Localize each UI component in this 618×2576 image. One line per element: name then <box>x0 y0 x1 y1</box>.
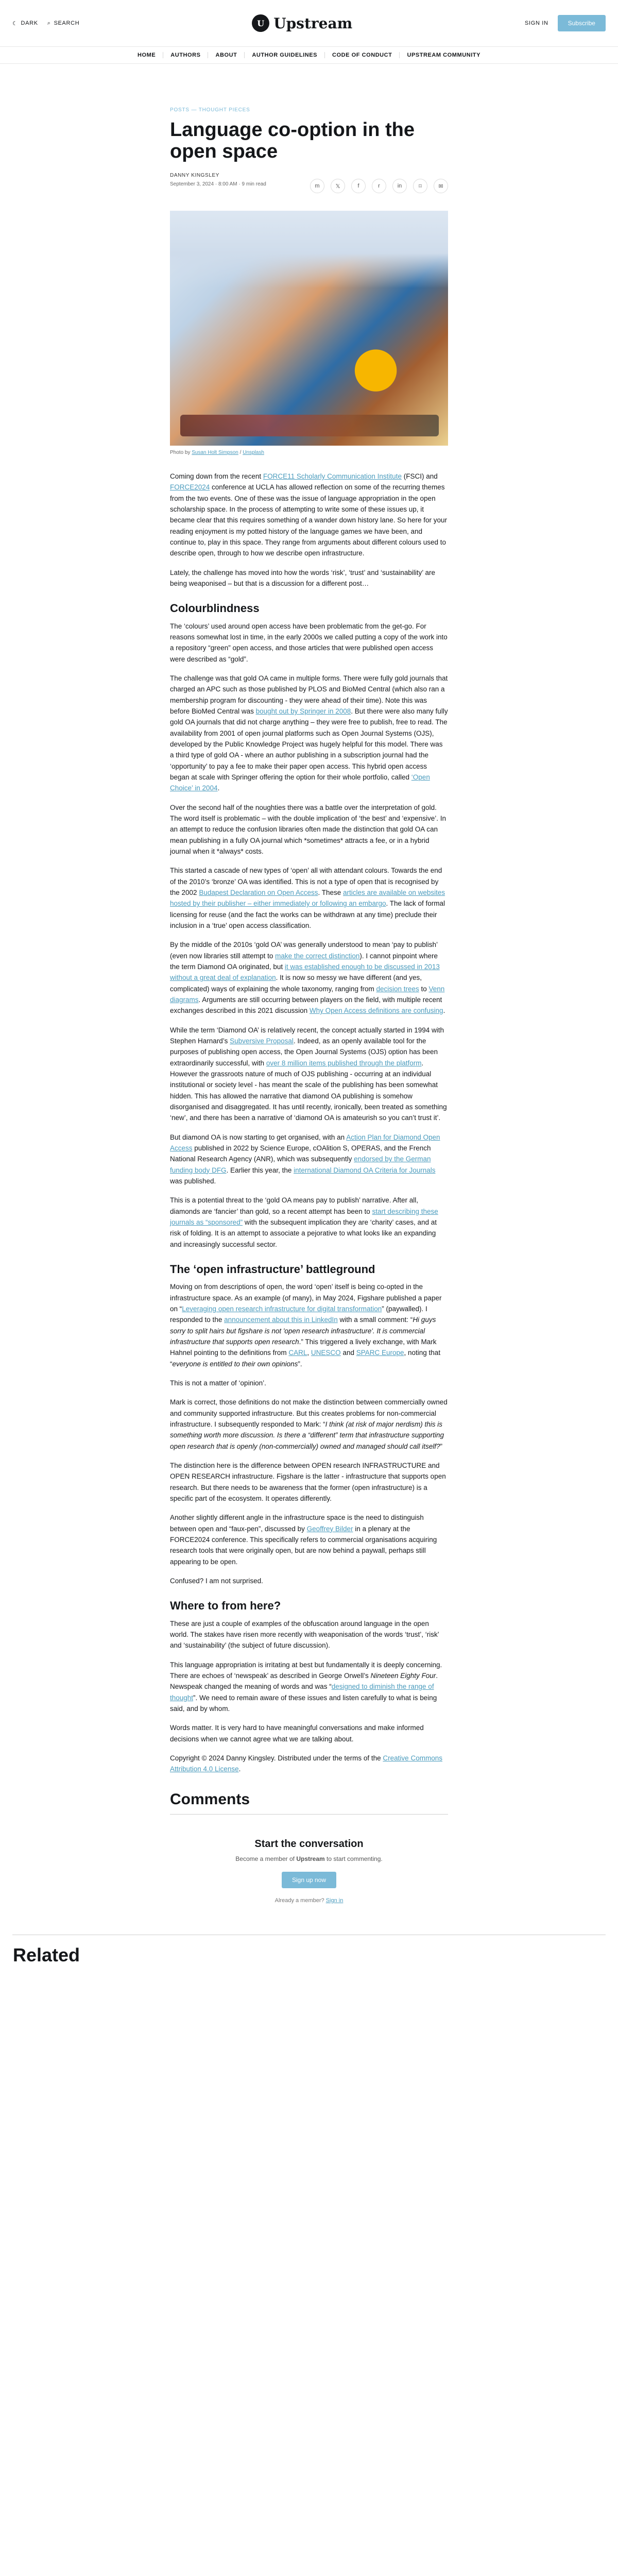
paragraph-text: in a plenary at the FORCE2024 conference. This specifically refers to commercial organisations acquiring research tools that were originally open, but are now behind a paywall, perhaps still appearing to be open. <box>170 1524 437 1566</box>
nav-author-guidelines[interactable]: AUTHOR GUIDELINES <box>245 52 325 58</box>
crumb-thought-pieces[interactable]: THOUGHT PIECES <box>198 107 250 113</box>
inline-link[interactable]: ‘Open Choice’ in 2004 <box>170 773 430 792</box>
paragraph-text: While the term ‘Diamond OA’ is relatively recent, the concept actually started in 1994 with Stephen Harnard’s <box>170 1026 444 1045</box>
bookmark-icon[interactable]: ⌑ <box>413 179 427 193</box>
signup-button[interactable]: Sign up now <box>282 1872 336 1888</box>
caption-prefix: Photo by <box>170 450 192 455</box>
article-meta <box>170 173 448 193</box>
paragraph-text: Words matter. It is very hard to have meaningful conversations and make informed decisions when we cannot agree what we are talking about. <box>170 1724 424 1743</box>
article-date: September 3, 2024 · 8:00 AM · 9 min read <box>170 181 266 187</box>
inline-link[interactable]: it was established enough to be discussed in 2013 without a great deal of explanation <box>170 962 440 982</box>
paragraph-text: published in 2022 by Science Europe, cOAlition S, OPERAS, and the French National Research Agency (ANR), which was subsequently <box>170 1144 431 1163</box>
inline-link[interactable]: over 8 million items published through the platform <box>266 1059 422 1067</box>
nav-authors[interactable]: AUTHORS <box>163 52 208 58</box>
email-icon[interactable]: ✉ <box>434 179 448 193</box>
paragraph-text: Lately, the challenge has moved into how the words ‘risk’, ‘trust’ and ‘sustainability’ are being weaponised – but that is a discussion for a different post… <box>170 568 436 587</box>
inline-link[interactable]: Why Open Access definitions are confusing <box>309 1007 443 1015</box>
paragraph-text: By the middle of the 2010s ‘gold OA’ was generally understood to mean ‘pay to publish’ (even now libraries still attempt to <box>170 941 438 960</box>
comment-start <box>170 1838 448 1904</box>
inline-link[interactable]: bought out by Springer in 2008 <box>255 707 351 716</box>
paragraph-text: .” This triggered a lively exchange, with Mark Hahnel pointing to the definitions from <box>170 1337 437 1357</box>
paragraph-text: with a small comment: “ <box>337 1316 413 1324</box>
related-heading: Related <box>13 1944 80 1965</box>
paragraph-text: Copyright © 2024 Danny Kingsley. Distributed under the terms of the <box>170 1754 383 1762</box>
moon-icon: ☾ <box>12 20 18 27</box>
emphasis-text: I think (at risk of major nerdism) this is something worth more discussion. Is there a “different” term that infrastructure supporting open research that is openly (non-commercially) owned and managed should call itself? <box>170 1420 444 1450</box>
breadcrumb <box>170 107 448 113</box>
article-paragraph <box>170 621 448 665</box>
inline-link[interactable]: SPARC Europe <box>356 1349 404 1357</box>
paragraph-text: . Arguments are still occurring between players on the field, with multiple recent exchanges described in this 2021 discussion <box>170 995 442 1015</box>
nav-upstream-community[interactable]: UPSTREAM COMMUNITY <box>407 52 480 58</box>
comment-subline-brand: Upstream <box>296 1855 325 1862</box>
article-paragraph <box>170 567 448 589</box>
article-paragraph <box>170 1397 448 1452</box>
nav-home[interactable]: HOME <box>130 52 163 58</box>
section-heading: Colourblindness <box>170 602 260 615</box>
emphasis-text: Nineteen Eighty Four <box>370 1672 436 1680</box>
inline-link[interactable]: decision trees <box>376 985 419 993</box>
paragraph-text: The challenge was that gold OA came in multiple forms. There were fully gold journals that charged an APC such as those published by PLOS and BioMed Central (which also ran a membership program for discounting - they were ahead of their time). Note this was before BioMed Central was <box>170 674 448 716</box>
inline-link[interactable]: FORCE2024 <box>170 483 210 492</box>
paragraph-text: . <box>238 1765 241 1773</box>
inline-link[interactable]: Venn diagrams <box>170 985 445 1004</box>
article-paragraph <box>170 1512 448 1567</box>
subscribe-button[interactable]: Subscribe <box>558 15 606 31</box>
site-logo[interactable] <box>252 14 352 32</box>
crumb-posts[interactable]: POSTS <box>170 107 190 113</box>
nav-about[interactable]: ABOUT <box>208 52 245 58</box>
paragraph-text: with the subsequent implication they are ‘charity’ cases, and at risk of folding. It is an attempt to associate a pejorative to what looks like an expanding and increasingly successful sector. <box>170 1218 437 1248</box>
paragraph-text: Another slightly different angle in the infrastructure space is the need to distinguish between open and “faux-pen”, discussed by <box>170 1514 424 1533</box>
paragraph-text: This is not a matter of ‘opinion’. <box>170 1379 266 1387</box>
article-paragraph <box>170 1722 448 1744</box>
inline-link[interactable]: Leveraging open research infrastructure for digital transformation <box>182 1305 382 1313</box>
paragraph-text: This is a potential threat to the ‘gold OA means pay to publish’ narrative. After all, diamonds are ‘fancier’ than gold, so a recent attempt has been to <box>170 1196 419 1215</box>
article-author[interactable]: DANNY KINGSLEY <box>170 173 220 178</box>
article-paragraph <box>170 673 448 794</box>
comments-title: Comments <box>170 1790 250 1808</box>
paragraph-text: But diamond OA is now starting to get organised, with an <box>170 1133 347 1141</box>
paragraph-text: (FSCI) and <box>401 472 438 480</box>
inline-link[interactable]: make the correct distinction <box>275 952 360 960</box>
inline-link[interactable]: endorsed by the German funding body DFG <box>170 1155 431 1174</box>
article-paragraph <box>170 939 448 1016</box>
article-paragraph <box>170 1378 448 1388</box>
inline-link[interactable]: Creative Commons Attribution 4.0 License <box>170 1754 442 1773</box>
paragraph-text: . Earlier this year, the <box>226 1166 294 1174</box>
inline-link[interactable]: Geoffrey Bilder <box>306 1524 353 1533</box>
paragraph-text: The ‘colours’ used around open access have been problematic from the get-go. For reasons somewhat lost in time, in the early 2000s we called putting a copy of the work into a repository “green” open access, and those articles that were published open access were described as “gold”. <box>170 622 448 663</box>
emphasis-text: everyone is entitled to their own opinions <box>172 1360 298 1368</box>
caption-person-link[interactable]: Susan Holt Simpson <box>192 450 238 455</box>
dark-mode-toggle[interactable] <box>12 20 38 27</box>
article-paragraph <box>170 1659 448 1715</box>
facebook-icon[interactable]: f <box>351 179 366 193</box>
main-nav <box>0 46 618 64</box>
paragraph-text: Coming down from the recent <box>170 472 263 480</box>
header-right-actions <box>525 15 606 31</box>
paragraph-text: . It is now so messy we have different (and yes, complicated) ways of explaining the whole taxonomy, ranging from <box>170 974 422 993</box>
paragraph-text: . <box>217 784 220 792</box>
x-icon[interactable]: 𝕏 <box>331 179 345 193</box>
paragraph-text: Moving on from descriptions of open, the word ‘open’ itself is being co-opted in the infrastructure space. As an example (of many), in May 2024, Figshare published a paper on “ <box>170 1283 442 1313</box>
reddit-icon[interactable]: r <box>372 179 386 193</box>
paragraph-text: These are just a couple of examples of the obfuscation around language in the open world. The stakes have risen more recently with weaponisation of the words ‘trust’, ‘risk’ and ‘sustainability’ (the subject of future discussion). <box>170 1619 439 1650</box>
paragraph-text: conference at UCLA has allowed reflection on some of the recurring themes from the two events. One of these was the issue of language appropriation in the open scholarship space. In the process of attempting to write some of these issues up, it became clear that this requires something of a wander down history lane. So here for your reading enjoyment is my potted history of the language games we have been, and continue to, play in this space. They range from arguments about different colours used to describe open, through to how we describe open infrastructure. <box>170 483 448 557</box>
search-icon: ⌕ <box>47 20 51 26</box>
dark-label: DARK <box>21 20 38 26</box>
article <box>170 107 448 1775</box>
article-paragraph <box>170 802 448 857</box>
paragraph-text: was published. <box>170 1177 216 1185</box>
caption-source-link[interactable]: Unsplash <box>243 450 264 455</box>
section-heading: The ‘open infrastructure’ battleground <box>170 1262 375 1276</box>
share-buttons <box>310 179 448 193</box>
paragraph-text: This started a cascade of new types of ‘open’ all with attendant colours. Towards the end of the 2010’s ‘bronze’ OA was identified. This is not a type of open that is recognised by the 2002 <box>170 867 442 896</box>
comments-section <box>170 1790 448 1904</box>
paragraph-text: ” (paywalled). I responded to the <box>170 1305 427 1324</box>
paragraph-text: and <box>340 1349 356 1357</box>
paragraph-text: Confused? I am not surprised. <box>170 1577 263 1585</box>
inline-link[interactable]: designed to diminish the range of thought <box>170 1683 434 1702</box>
comment-subline <box>170 1855 448 1862</box>
inline-link[interactable]: international Diamond OA Criteria for Journals <box>294 1166 436 1174</box>
search-button[interactable] <box>47 20 80 27</box>
paragraph-text: . Newspeak changed the meaning of words and was “ <box>170 1672 438 1691</box>
article-paragraph <box>170 1753 448 1775</box>
inline-link[interactable]: Subversive Proposal <box>230 1037 294 1045</box>
inline-link[interactable]: articles are available on websites hosted by their publisher – either immediately or following an embargo <box>170 889 445 908</box>
paragraph-text: . Indeed, as an openly available tool for the purposes of publishing open access, the Open Journal Systems (OJS) option has been extraordinarily successful, with <box>170 1037 438 1067</box>
paragraph-text: to <box>419 985 429 993</box>
paragraph-text: , noting that “ <box>170 1349 441 1368</box>
paragraph-text: ” <box>440 1442 443 1450</box>
article-paragraph <box>170 865 448 931</box>
upstream-logo-icon: U <box>252 14 269 32</box>
inline-link[interactable]: CARL <box>288 1349 307 1357</box>
article-paragraph <box>170 1281 448 1369</box>
paragraph-text: . These <box>318 889 343 896</box>
image-caption <box>170 450 448 455</box>
inline-link[interactable]: start describing these journals as “sponsored” <box>170 1207 438 1226</box>
paragraph-text: . However the grassroots nature of much of OJS publishing - occurring at an individual institutional or society level - has meant the scale of the publishing has been somewhat hidden. This has allowed the narrative that diamond OA publishing is somehow disorganised and disaggregated. It has until recently, ironically, been treated as something ‘new’, and there has been a narrative of ‘diamond OA is amateurish so you can’t trust it’. <box>170 1059 447 1122</box>
mastodon-icon[interactable]: m <box>310 179 324 193</box>
paragraph-text: Over the second half of the noughties there was a battle over the interpretation of gold. The word itself is problematic – with the double implication of ‘the best’ and ‘expensive’. In an attempt to reduce the confusion libraries often made the distinction that gold OA can mean publishing in a fully OA journal which *sometimes* attracts a fee, or in a hybrid journal when it *always* costs. <box>170 803 447 856</box>
paragraph-text: , <box>307 1349 311 1357</box>
linkedin-icon[interactable]: in <box>392 179 407 193</box>
article-title: Language co-option in the open space <box>170 119 415 162</box>
breadcrumb-separator: — <box>191 107 199 113</box>
inline-link[interactable]: FORCE11 Scholarly Communication Institute <box>263 472 402 480</box>
article-paragraph <box>170 1195 448 1250</box>
section-heading: Where to from here? <box>170 1599 281 1613</box>
signin-link[interactable]: SIGN IN <box>525 20 548 26</box>
article-paragraph <box>170 1132 448 1187</box>
header-left-actions <box>12 20 79 27</box>
already-member-line <box>170 1897 448 1904</box>
already-member-text: Already a member? <box>274 1897 326 1904</box>
paragraph-text: . But there were also many fully gold OA journals that did not charge anything – they were free to publish, free to read. The availability from 2001 of open journal platforms such as Open Journal Systems (OJS), developed by the Public Knowledge Project was hugely helpful for this model. There was a third type of gold OA - where an author publishing in a subscription journal had the ‘opportunity’ to pay a fee to make their paper open access. This hybrid open access began at scale with Springer offering the option for their whole portfolio, called <box>170 707 448 782</box>
search-label: SEARCH <box>54 20 80 26</box>
article-paragraph <box>170 471 448 559</box>
top-header <box>0 0 618 46</box>
hero-image <box>170 211 448 446</box>
caption-separator: / <box>239 450 243 455</box>
paragraph-text: ). I cannot pinpoint where the term Diamond OA originated, but <box>170 952 438 971</box>
author-date-block <box>170 173 266 187</box>
logo-text: Upstream <box>273 14 353 32</box>
article-paragraph <box>170 1025 448 1124</box>
inline-link[interactable]: announcement about this in LinkedIn <box>224 1316 338 1324</box>
inline-link[interactable]: UNESCO <box>311 1349 341 1357</box>
paragraph-text: ”. <box>298 1360 302 1368</box>
article-paragraph <box>170 1618 448 1651</box>
start-conversation-heading: Start the conversation <box>254 1838 364 1850</box>
paragraph-text: The distinction here is the difference between OPEN research INFRASTRUCTURE and OPEN RESEARCH infrastructure. Figshare is the latter - infrastructure that supports open research. But there needs to be awareness that the former (open infrastructure) is a specific part of the ecosystem. It operates differently. <box>170 1461 446 1502</box>
paragraph-text: This language appropriation is irritating at best but fundamentally it is deeply concerning. There are echoes of ‘newspeak’ as described in George Orwell’s <box>170 1660 442 1680</box>
comment-subline-suffix: to start commenting. <box>324 1855 383 1862</box>
article-paragraph <box>170 1460 448 1504</box>
comment-subline-prefix: Become a member of <box>235 1855 297 1862</box>
paragraph-text: Mark is correct, those definitions do not make the distinction between commercially owned and community supported infrastructure. But this creates problems for non-commercial infrastructure. I subsequently responded to Mark: “ <box>170 1398 448 1428</box>
paragraph-text: . The lack of formal licensing for reuse (and the fact the works can be withdrawn at any time) preclude their inclusion in a ‘true’ open access classification. <box>170 900 445 929</box>
article-body <box>170 471 448 1775</box>
comments-divider <box>170 1814 448 1815</box>
paragraph-text: . <box>443 1007 445 1015</box>
paragraph-text: ”. We need to remain aware of these issues and listen carefully to what is being said, and by whom. <box>170 1693 437 1713</box>
signin-inline-link[interactable]: Sign in <box>325 1897 344 1904</box>
emphasis-text: Hi guys sorry to split hairs but figshare is not 'open research infrastructure'. It is commercial infrastructure that supports open research <box>170 1316 436 1346</box>
inline-link[interactable]: Budapest Declaration on Open Access <box>199 889 318 896</box>
article-paragraph <box>170 1575 448 1586</box>
nav-code-of-conduct[interactable]: CODE OF CONDUCT <box>325 52 400 58</box>
inline-link[interactable]: Action Plan for Diamond Open Access <box>170 1133 440 1152</box>
